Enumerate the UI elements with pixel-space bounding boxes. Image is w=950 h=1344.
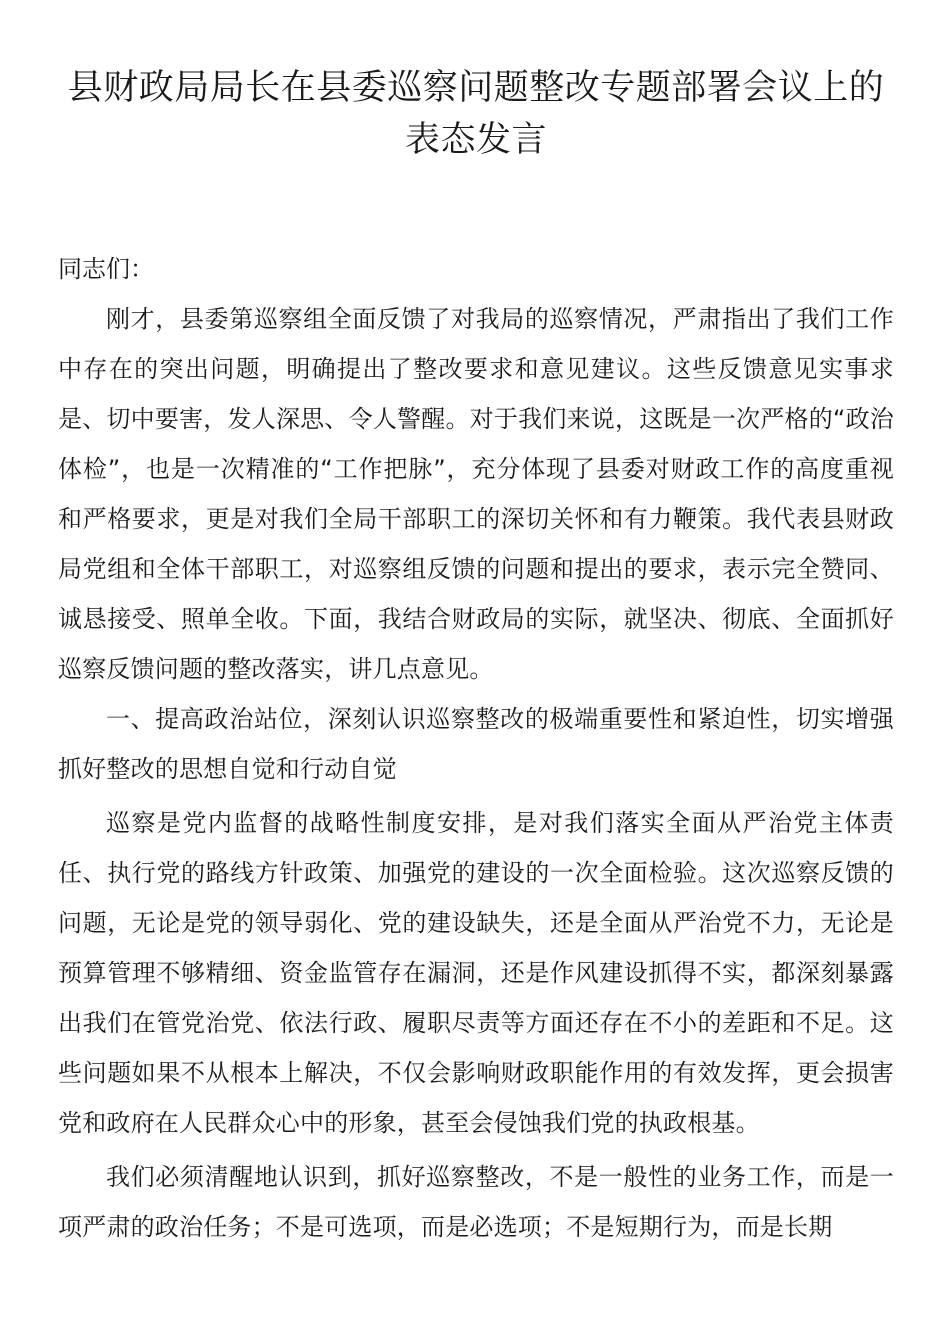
document-title: [58, 62, 894, 166]
paragraph-rectification-awareness: 我们必须清醒地认识到，抓好巡察整改，不是一般性的业务工作，而是一项严肃的政治任务；不是可选项，而是必选项；不是短期行为，而是长期: [58, 1163, 894, 1241]
paragraph-intro: 刚才，县委第巡察组全面反馈了对我局的巡察情况，严肃指出了我们工作中存在的突出问题，明确提出了整改要求和意见建议。这些反馈意见实事求是、切中要害，发人深思、令人警醒。对于我们来说，这既是一次严格的“政治体检”，也是一次精准的“工作把脉”，充分体现了县委对财政工作的高度重视和严格要求，更是对我们全局干部职工的深切关怀和有力鞭策。我代表县财政局党组和全体干部职工，对巡察组反馈的问题和提出的要求，表示完全赞同、诚恳接受、照单全收。下面，我结合财政局的实际，就坚决、彻底、全面抓好巡察反馈问题的整改落实，讲几点意见。: [58, 305, 894, 683]
section-heading-1: 一、提高政治站位，深刻认识巡察整改的极端重要性和紧迫性，切实增强抓好整改的思想自觉和行动自觉: [58, 705, 894, 783]
salutation: 同志们：: [58, 255, 154, 283]
document-title-line-1: 县财政局局长在县委巡察问题整改专题部署会议上的: [67, 68, 885, 108]
document-page: [58, 62, 894, 1252]
document-title-line-2: 表态发言: [404, 120, 547, 160]
paragraph-inspection-significance: 巡察是党内监督的战略性制度安排，是对我们落实全面从严治党主体责任、执行党的路线方针政策、加强党的建设的一次全面检验。这次巡察反馈的问题，无论是党的领导弱化、党的建设缺失，还是全面从严治党不力，无论是预算管理不够精细、资金监管存在漏洞，还是作风建设抓得不实，都深刻暴露出我们在管党治党、依法行政、履职尽责等方面还存在不小的差距和不足。这些问题如果不从根本上解决，不仅会影响财政职能作用的有效发挥，更会损害党和政府在人民群众心中的形象，甚至会侵蚀我们党的执政根基。: [58, 809, 894, 1137]
